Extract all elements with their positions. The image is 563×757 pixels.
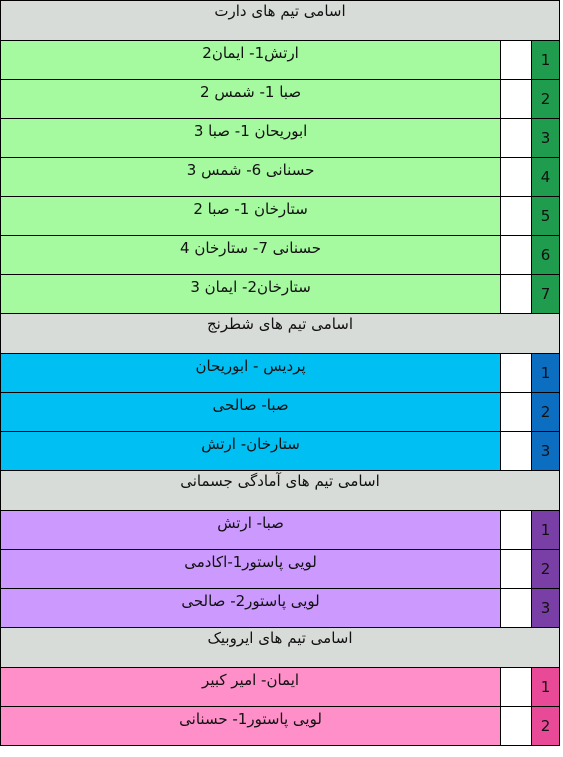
gap-cell — [501, 275, 532, 313]
row-number-cell: 2 — [532, 550, 560, 588]
gap-cell — [501, 707, 532, 745]
gap-cell — [501, 236, 532, 274]
section-title: اسامی تیم های دارت — [214, 1, 346, 20]
team-pair-text: ایمان- امیر کبیر — [202, 671, 300, 689]
row-number-cell: 2 — [532, 707, 560, 745]
table-row — [0, 707, 560, 746]
team-pair-text: لویی پاستور1-اکادمی — [184, 553, 317, 571]
section-title: اسامی تیم های ایروبیک — [207, 628, 353, 647]
team-pair-cell — [1, 275, 501, 313]
table-row — [0, 354, 560, 393]
team-pair-text: ستارخان2- ایمان 3 — [190, 278, 311, 296]
team-pair-cell — [1, 236, 501, 274]
row-number-cell: 3 — [532, 119, 560, 157]
row-number-cell: 1 — [532, 354, 560, 392]
team-pair-text: ابوریحان 1- صبا 3 — [193, 122, 308, 140]
section-header — [0, 1, 560, 41]
team-pair-text: ارتش1- ایمان2 — [202, 44, 299, 62]
team-pair-cell — [1, 158, 501, 196]
table-row — [0, 511, 560, 550]
gap-cell — [501, 158, 532, 196]
table-row — [0, 80, 560, 119]
table-row — [0, 236, 560, 275]
team-pair-cell — [1, 432, 501, 470]
team-pair-cell — [1, 119, 501, 157]
section-title: اسامی تیم های شطرنج — [206, 314, 354, 333]
row-number-cell: 4 — [532, 158, 560, 196]
section-header — [0, 471, 560, 511]
team-pair-text: ستارخان 1- صبا 2 — [193, 200, 308, 218]
gap-cell — [501, 354, 532, 392]
row-number-cell: 1 — [532, 41, 560, 79]
gap-cell — [501, 119, 532, 157]
table-row — [0, 589, 560, 628]
team-pair-cell — [1, 354, 501, 392]
team-pair-cell — [1, 707, 501, 745]
team-pair-text: ستارخان- ارتش — [201, 435, 300, 453]
row-number-cell: 6 — [532, 236, 560, 274]
team-pair-text: حسنانی 7- ستارخان 4 — [180, 239, 322, 257]
gap-cell — [501, 41, 532, 79]
gap-cell — [501, 511, 532, 549]
team-pair-cell — [1, 197, 501, 235]
team-pair-cell — [1, 589, 501, 627]
gap-cell — [501, 550, 532, 588]
team-pair-text: لویی پاستور2- صالحی — [181, 592, 320, 610]
row-number-cell: 3 — [532, 432, 560, 470]
team-pair-cell — [1, 668, 501, 706]
team-pair-text: صبا 1- شمس 2 — [200, 83, 302, 101]
table-row — [0, 41, 560, 80]
gap-cell — [501, 80, 532, 118]
section-header — [0, 628, 560, 668]
row-number-cell: 1 — [532, 511, 560, 549]
gap-cell — [501, 589, 532, 627]
team-pair-text: صبا- صالحی — [212, 396, 289, 414]
table-row — [0, 432, 560, 471]
table-row — [0, 119, 560, 158]
row-number-cell: 1 — [532, 668, 560, 706]
team-pair-cell — [1, 80, 501, 118]
row-number-cell: 5 — [532, 197, 560, 235]
team-pair-text: صبا- ارتش — [217, 514, 284, 532]
team-pair-cell — [1, 511, 501, 549]
row-number-cell: 2 — [532, 80, 560, 118]
table-row — [0, 393, 560, 432]
team-pair-cell — [1, 550, 501, 588]
gap-cell — [501, 197, 532, 235]
row-number-cell: 3 — [532, 589, 560, 627]
table-row — [0, 197, 560, 236]
team-pair-text: حسنانی 6- شمس 3 — [186, 161, 315, 179]
table-row — [0, 158, 560, 197]
table-row — [0, 668, 560, 707]
team-pair-text: لویی پاستور1- حسنانی — [179, 710, 322, 728]
table-row — [0, 550, 560, 589]
team-pair-cell — [1, 41, 501, 79]
row-number-cell: 2 — [532, 393, 560, 431]
team-pair-text: پردیس - ابوریحان — [195, 357, 306, 375]
team-pair-cell — [1, 393, 501, 431]
gap-cell — [501, 393, 532, 431]
gap-cell — [501, 432, 532, 470]
table-row — [0, 275, 560, 314]
section-header — [0, 314, 560, 354]
row-number-cell: 7 — [532, 275, 560, 313]
section-title: اسامی تیم های آمادگی جسمانی — [180, 471, 380, 490]
gap-cell — [501, 668, 532, 706]
